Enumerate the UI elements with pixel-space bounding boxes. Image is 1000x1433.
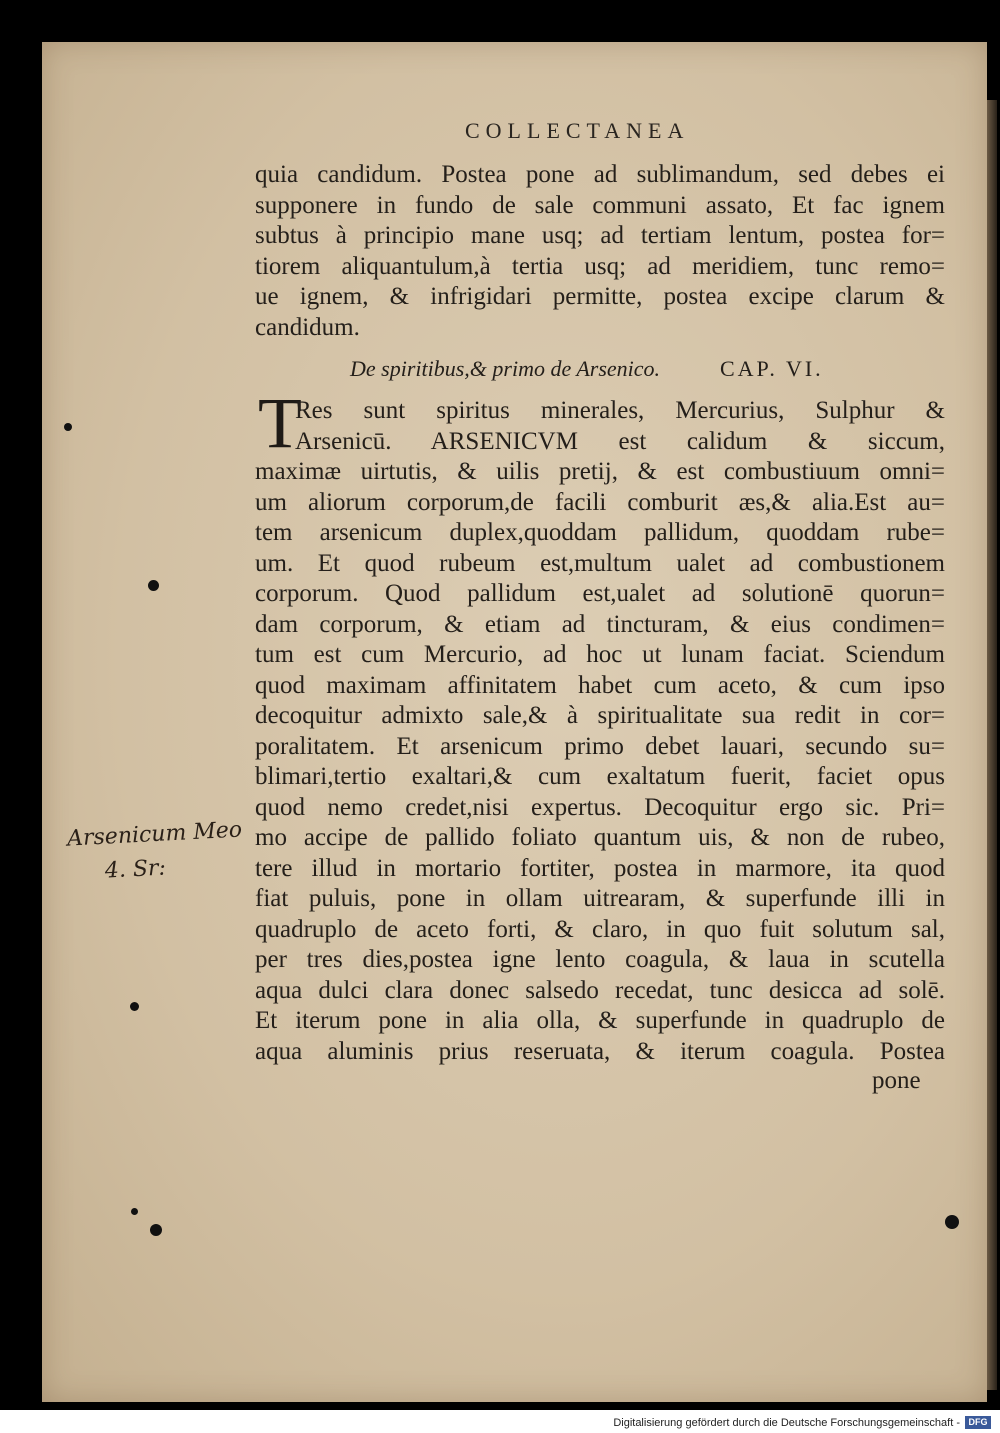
ink-spot — [945, 1215, 959, 1229]
text-line: quod nemo credet,nisi expertus. Decoquitur ergo sic. Pri= — [255, 793, 945, 821]
text-line: supponere in fundo de sale communi assato, Et fac ignem — [255, 191, 945, 219]
ink-spot — [150, 1224, 162, 1236]
text-line: um. Et quod rubeum est,multum ualet ad combustionem — [255, 549, 945, 577]
main-paragraph — [255, 396, 945, 1067]
page-edge — [987, 100, 997, 1390]
dfg-logo: DFG — [965, 1416, 991, 1429]
ink-spot — [130, 1002, 139, 1011]
text-line: aqua aluminis prius reseruata, & iterum coagula. Postea — [255, 1037, 945, 1065]
catchword: pone — [872, 1067, 921, 1094]
text-line: quia candidum. Postea pone ad sublimandum, sed debes ei — [255, 161, 945, 188]
drop-initial: T — [258, 383, 302, 463]
digitization-credit: Digitalisierung gefördert durch die Deutsche Forschungsgemeinschaft - — [613, 1417, 960, 1429]
text-line: corporum. Quod pallidum est,ualet ad solutionē quorun= — [255, 580, 945, 607]
text-line: per tres dies,postea igne lento coagula, & laua in scutella — [255, 946, 945, 973]
text-line: candidum. — [255, 313, 360, 341]
chapter-number: CAP. VI. — [720, 356, 824, 381]
text-line: quadruplo de aceto forti, & claro, in quo fuit solutum sal, — [255, 915, 945, 943]
top-paragraph — [255, 160, 945, 343]
text-line: subtus à principio mane usq; ad tertiam lentum, postea for= — [255, 222, 945, 249]
text-line: Res sunt spiritus minerales, Mercurius, Sulphur & — [295, 397, 945, 424]
text-line: quod maximam affinitatem habet cum aceto, & cum ipso — [255, 671, 945, 699]
text-line: maximæ uirtutis, & uilis pretij, & est combustiuum omni= — [255, 458, 945, 485]
text-line: poralitatem. Et arsenicum primo debet lauari, secundo su= — [255, 732, 945, 760]
chapter-heading — [350, 356, 850, 382]
text-line: tum est cum Mercurio, ad hoc ut lunam faciat. Sciendum — [255, 641, 945, 668]
text-line: um aliorum corporum,de facili comburit æs,& alia.Est au= — [255, 488, 945, 516]
ink-spot — [131, 1208, 138, 1215]
text-line: blimari,tertio exaltari,& cum exaltatum fuerit, faciet opus — [255, 763, 945, 790]
marginal-note-line: 4. Sr: — [104, 855, 167, 884]
text-line: Arsenicū. ARSENICVM est calidum & siccum, — [295, 427, 945, 455]
ink-spot — [64, 423, 72, 431]
text-line: tere illud in mortario fortiter, postea in marmore, ita quod — [255, 854, 945, 882]
chapter-title: De spiritibus,& primo de Arsenico. — [350, 356, 661, 381]
text-line: dam corporum, & etiam ad tincturam, & eius condimen= — [255, 610, 945, 638]
ink-spot — [148, 580, 159, 591]
text-line: aqua dulci clara donec salsedo recedat, tunc desicca ad solē. — [255, 976, 945, 1004]
running-head: COLLECTANEA — [465, 118, 690, 143]
text-line: fiat puluis, pone in ollam uitrearam, & superfunde illi in — [255, 885, 945, 912]
text-line: ue ignem, & infrigidari permitte, postea excipe clarum & — [255, 283, 945, 310]
text-line: tiorem aliquantulum,à tertia usq; ad meridiem, tunc remo= — [255, 252, 945, 280]
handwritten-marginal-note — [66, 813, 244, 890]
text-line: tem arsenicum duplex,quoddam pallidum, quoddam rube= — [255, 519, 945, 546]
text-line: decoquitur admixto sale,& à spiritualitate sua redit in cor= — [255, 702, 945, 729]
text-line: mo accipe de pallido foliato quantum uis, & non de rubeo, — [255, 824, 945, 851]
text-line: Et iterum pone in alia olla, & superfunde in quadruplo de — [255, 1007, 945, 1034]
marginal-note-line: Arsenicum Meo — [66, 817, 243, 852]
